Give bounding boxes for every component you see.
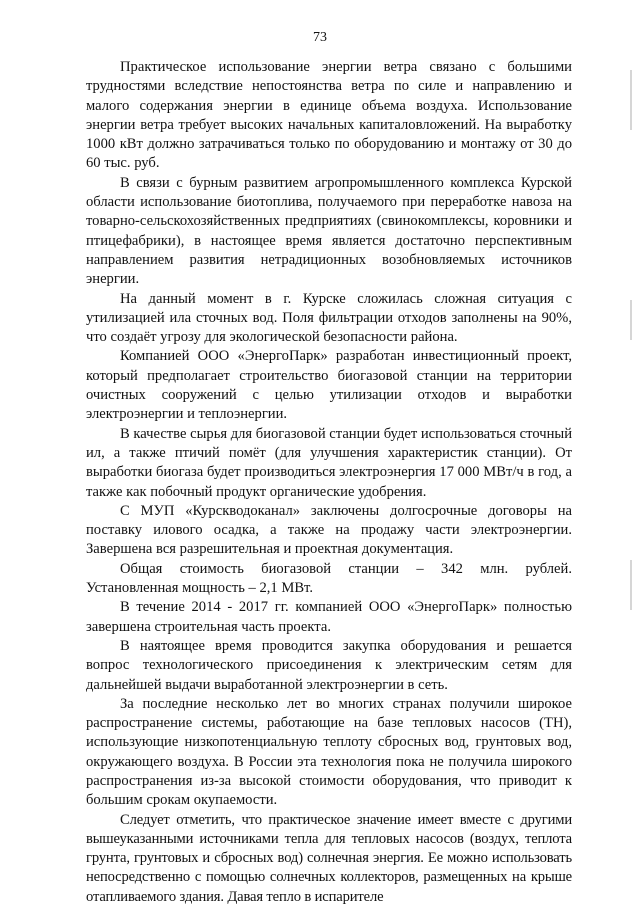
paragraph-investment-project: Компанией ООО «ЭнергоПарк» разработан инвестиционный проект, который предполагает строительство биогазовой станции на территории очистных сооружений с целью утилизации отходов и выработки электроэнергии и теплоэнергии. bbox=[86, 348, 572, 423]
scan-edge-mark bbox=[630, 560, 632, 610]
scan-edge-mark bbox=[630, 70, 632, 130]
page-number: 73 bbox=[313, 30, 327, 45]
paragraph-construction: В течение 2014 - 2017 гг. компанией ООО «ЭнергоПарк» полностью завершена строительная часть проекта. bbox=[86, 599, 572, 635]
paragraph-biofuel: В связи с бурным развитием агропромышленного комплекса Курской области использование биотоплива, получаемого при переработке навоза на товарно-сельскохозяйственных предприятиях (свинокомплексы, коровники и птицефабрики), в настоящее время является достаточно перспективным направлением развития нетрадиционных возобновляемых источников энергии. bbox=[86, 174, 572, 288]
paragraph-procurement: В наятоящее время проводится закупка оборудования и решается вопрос технологического присоединения к электрическим сетям для дальнейшей выдачи выработанной электроэнергии в сеть. bbox=[86, 637, 572, 693]
paragraph-heat-pumps: За последние несколько лет во многих странах получили широкое распространение системы, работающие на базе тепловых насосов (ТН), использующие низкопотенциальную теплоту сбросных вод, грунтовых вод, окружающего воздуха. В России эта технология пока не получила широкого распространения из-за высокой стоимости оборудования, что приводит к большим срокам окупаемости. bbox=[86, 695, 572, 809]
paragraph-sludge-situation: На данный момент в г. Курске сложилась сложная ситуация с утилизацией ила сточных вод. Поля фильтрации отходов заполнены на 90%, что создаёт угрозу для экологической безопасности района. bbox=[86, 290, 572, 346]
scan-edge-mark bbox=[630, 300, 632, 340]
paragraph-contracts: С МУП «Курскводоканал» заключены долгосрочные договоры на поставку илового осадка, а также на продажу части электроэнергии. Завершена вся разрешительная и проектная документация. bbox=[86, 502, 572, 558]
document-body bbox=[86, 58, 572, 907]
paragraph-cost: Общая стоимость биогазовой станции – 342 млн. рублей. Установленная мощность – 2,1 МВт. bbox=[86, 560, 572, 597]
paragraph-raw-materials: В качестве сырья для биогазовой станции будет использоваться сточный ил, а также птичий помёт (для улучшения характеристик станции). От выработки биогаза будет производиться электроэнергия 17 000 МВт/ч в год, а также как побочный продукт органические удобрения. bbox=[86, 425, 572, 500]
paragraph-wind-energy: Практическое использование энергии ветра связано с большими трудностями вследствие непостоянства ветра по силе и направлению и малого содержания энергии в единице объема воздуха. Использование энергии ветра требует высоких начальных капиталовложений. На выработку 1000 кВт должно затрачиваться только по оборудованию и монтажу от 30 до 60 тыс. руб. bbox=[86, 59, 572, 172]
paragraph-solar-energy: Следует отметить, что практическое значение имеет вместе с другими вышеуказанными источниками тепла для тепловых насосов (воздух, теплота грунта, грунтовых и сбросных вод) солнечная энергия. Ее можно использовать непосредственно с помощью солнечных коллекторов, размещенных на крыше отапливаемого здания. Давая тепло в испарителе bbox=[86, 811, 572, 905]
